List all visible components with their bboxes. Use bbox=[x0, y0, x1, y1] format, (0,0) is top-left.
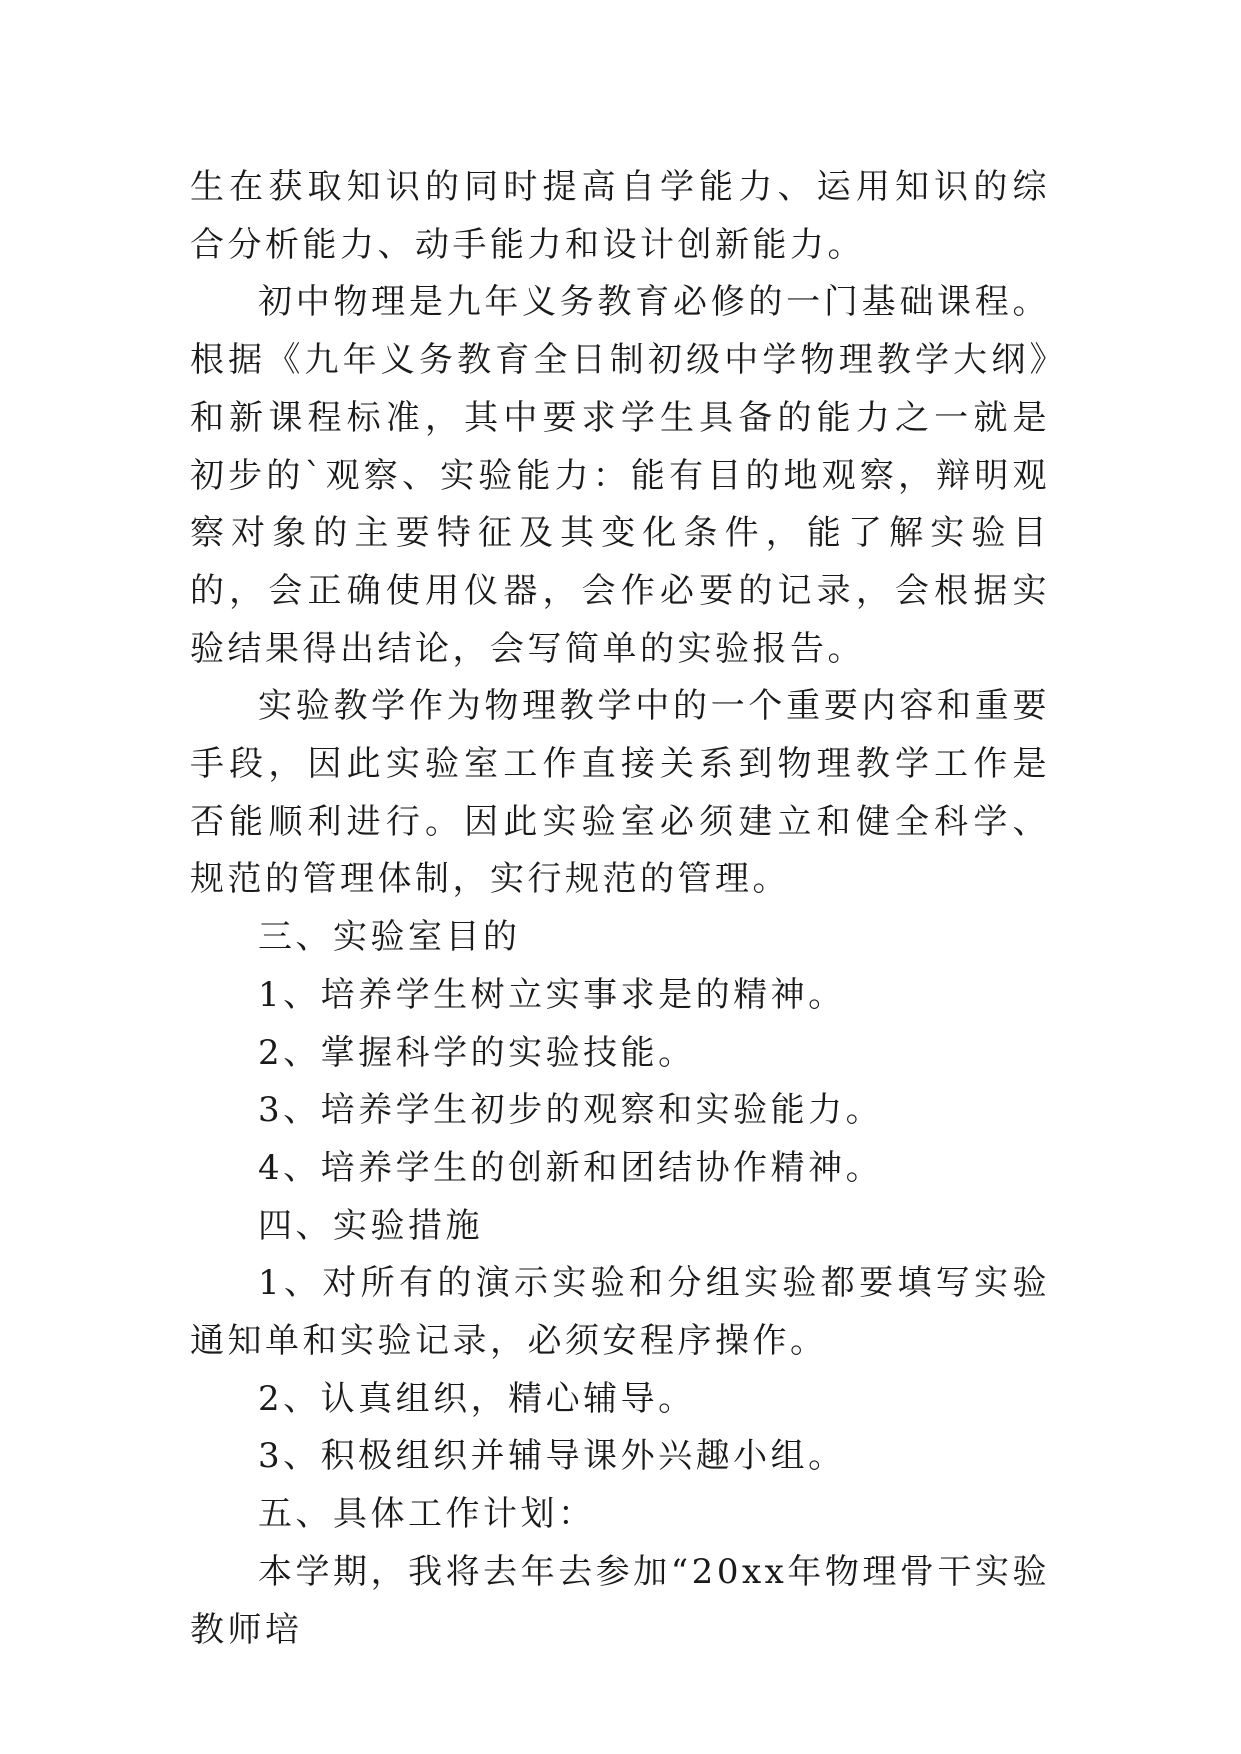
section-heading-work-plan: 五、具体工作计划： bbox=[258, 1494, 596, 1535]
section-heading-lab-purpose: 三、实验室目的 bbox=[258, 917, 521, 958]
paragraph-experiment-teaching: 实验教学作为物理教学中的一个重要内容和重要手段，因此实验室工作直接关系到物理教学工作是否能顺利进行。因此实验室必须建立和健全科学、规范的管理体制，实行规范的管理。 bbox=[190, 686, 1050, 900]
paragraph-continuation: 生在获取知识的同时提高自学能力、运用知识的综合分析能力、动手能力和设计创新能力。 bbox=[190, 167, 1050, 265]
list-item: 4、培养学生的创新和团结协作精神。 bbox=[258, 1147, 884, 1188]
document-body bbox=[190, 159, 1050, 1659]
list-item: 1、对所有的演示实验和分组实验都要填写实验通知单和实验记录，必须安程序操作。 bbox=[190, 1263, 1050, 1362]
list-item: 3、积极组织并辅导课外兴趣小组。 bbox=[258, 1436, 846, 1477]
list-item: 3、培养学生初步的观察和实验能力。 bbox=[258, 1090, 884, 1131]
list-item: 2、掌握科学的实验技能。 bbox=[258, 1032, 696, 1073]
list-item: 2、认真组织，精心辅导。 bbox=[258, 1378, 696, 1419]
paragraph-physics-course: 初中物理是九年义务教育必修的一门基础课程。根据《九年义务教育全日制初级中学物理教学大纲》和新课程标准，其中要求学生具备的能力之一就是初步的`观察、实验能力：能有目的地观察，辩明观察对象的主要特征及其变化条件，能了解实验目的，会正确使用仪器，会作必要的记录，会根据实验结果得出结论，会写简单的实验报告。 bbox=[190, 282, 1050, 669]
paragraph-semester-plan: 本学期，我将去年去参加“20xx年物理骨干实验教师培 bbox=[190, 1551, 1050, 1650]
list-item: 1、培养学生树立实事求是的精神。 bbox=[258, 974, 846, 1015]
section-heading-measures: 四、实验措施 bbox=[258, 1205, 483, 1246]
